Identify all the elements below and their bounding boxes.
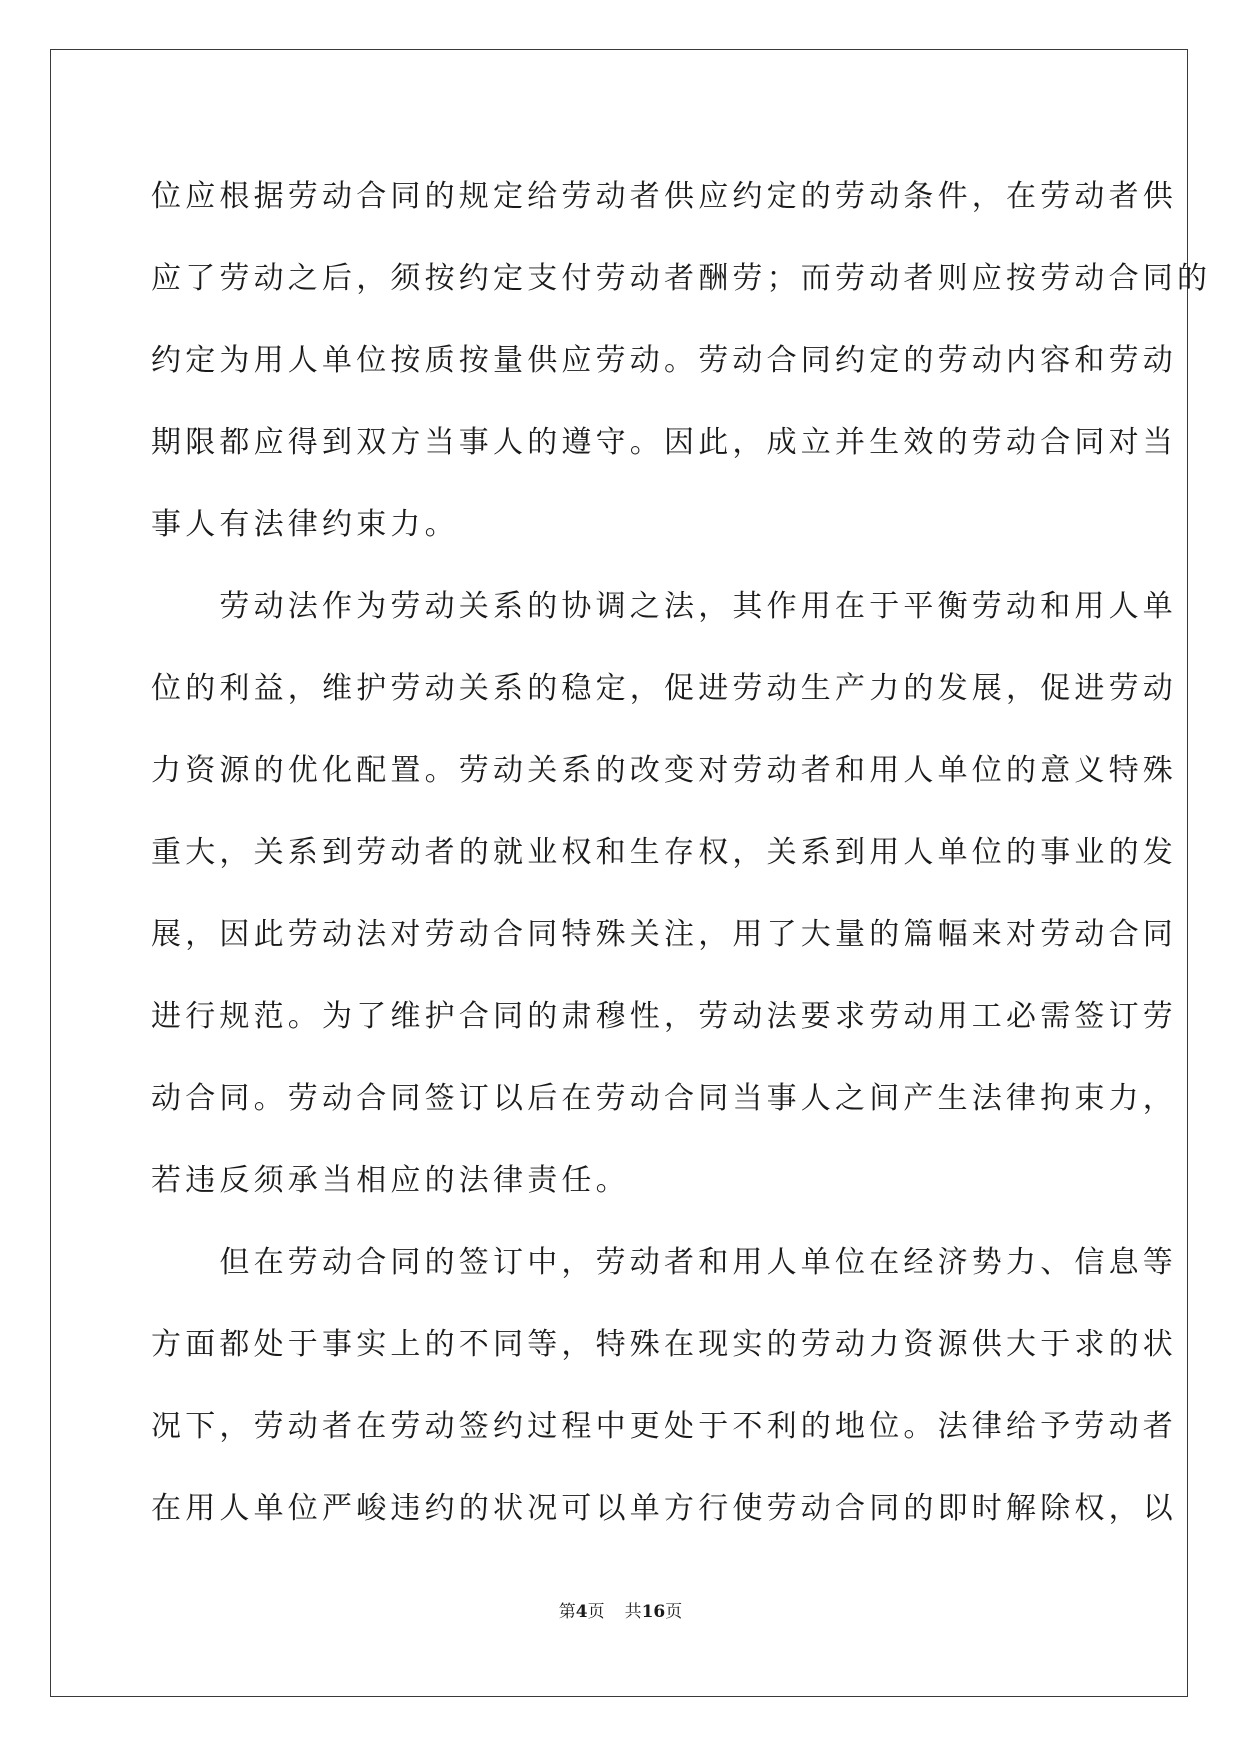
document-body [151, 156, 1212, 1550]
text-line: 方面都处于事实上的不同等，特殊在现实的劳动力资源供大于求的状 [151, 1327, 1177, 1362]
total-pages: 16 [641, 1602, 666, 1622]
text-line: 若违反须承当相应的法律责任。 [151, 1163, 630, 1198]
text-line: 动合同。劳动合同签订以后在劳动合同当事人之间产生法律拘束力， [151, 1081, 1177, 1116]
text-line: 在用人单位严峻违约的状况可以单方行使劳动合同的即时解除权，以 [151, 1491, 1177, 1526]
text-line: 但在劳动合同的签订中，劳动者和用人单位在经济势力、信息等 [151, 1245, 1177, 1280]
text-line: 位的利益，维护劳动关系的稳定，促进劳动生产力的发展，促进劳动 [151, 671, 1177, 706]
text-line: 应了劳动之后，须按约定支付劳动者酬劳；而劳动者则应按劳动合同的 [151, 261, 1212, 296]
text-line: 展，因此劳动法对劳动合同特殊关注，用了大量的篇幅来对劳动合同 [151, 917, 1177, 952]
text-line: 力资源的优化配置。劳动关系的改变对劳动者和用人单位的意义特殊 [151, 753, 1177, 788]
text-line: 位应根据劳动合同的规定给劳动者供应约定的劳动条件，在劳动者供 [151, 179, 1177, 214]
text-line: 重大，关系到劳动者的就业权和生存权，关系到用人单位的事业的发 [151, 835, 1177, 870]
page-number: 4 [575, 1602, 588, 1622]
text-line: 约定为用人单位按质按量供应劳动。劳动合同约定的劳动内容和劳动 [151, 343, 1177, 378]
text-line: 事人有法律约束力。 [151, 507, 459, 542]
text-line: 况下，劳动者在劳动签约过程中更处于不利的地位。法律给予劳动者 [151, 1409, 1177, 1444]
page-footer [0, 1597, 1241, 1622]
total-suffix: 页 [665, 1602, 683, 1622]
text-line: 期限都应得到双方当事人的遵守。因此，成立并生效的劳动合同对当 [151, 425, 1177, 460]
total-prefix: 共 [624, 1602, 642, 1622]
page-prefix: 第 [558, 1602, 576, 1622]
text-line: 劳动法作为劳动关系的协调之法，其作用在于平衡劳动和用人单 [151, 589, 1177, 624]
page-suffix: 页 [587, 1602, 605, 1622]
text-line: 进行规范。为了维护合同的肃穆性，劳动法要求劳动用工必需签订劳 [151, 999, 1177, 1034]
